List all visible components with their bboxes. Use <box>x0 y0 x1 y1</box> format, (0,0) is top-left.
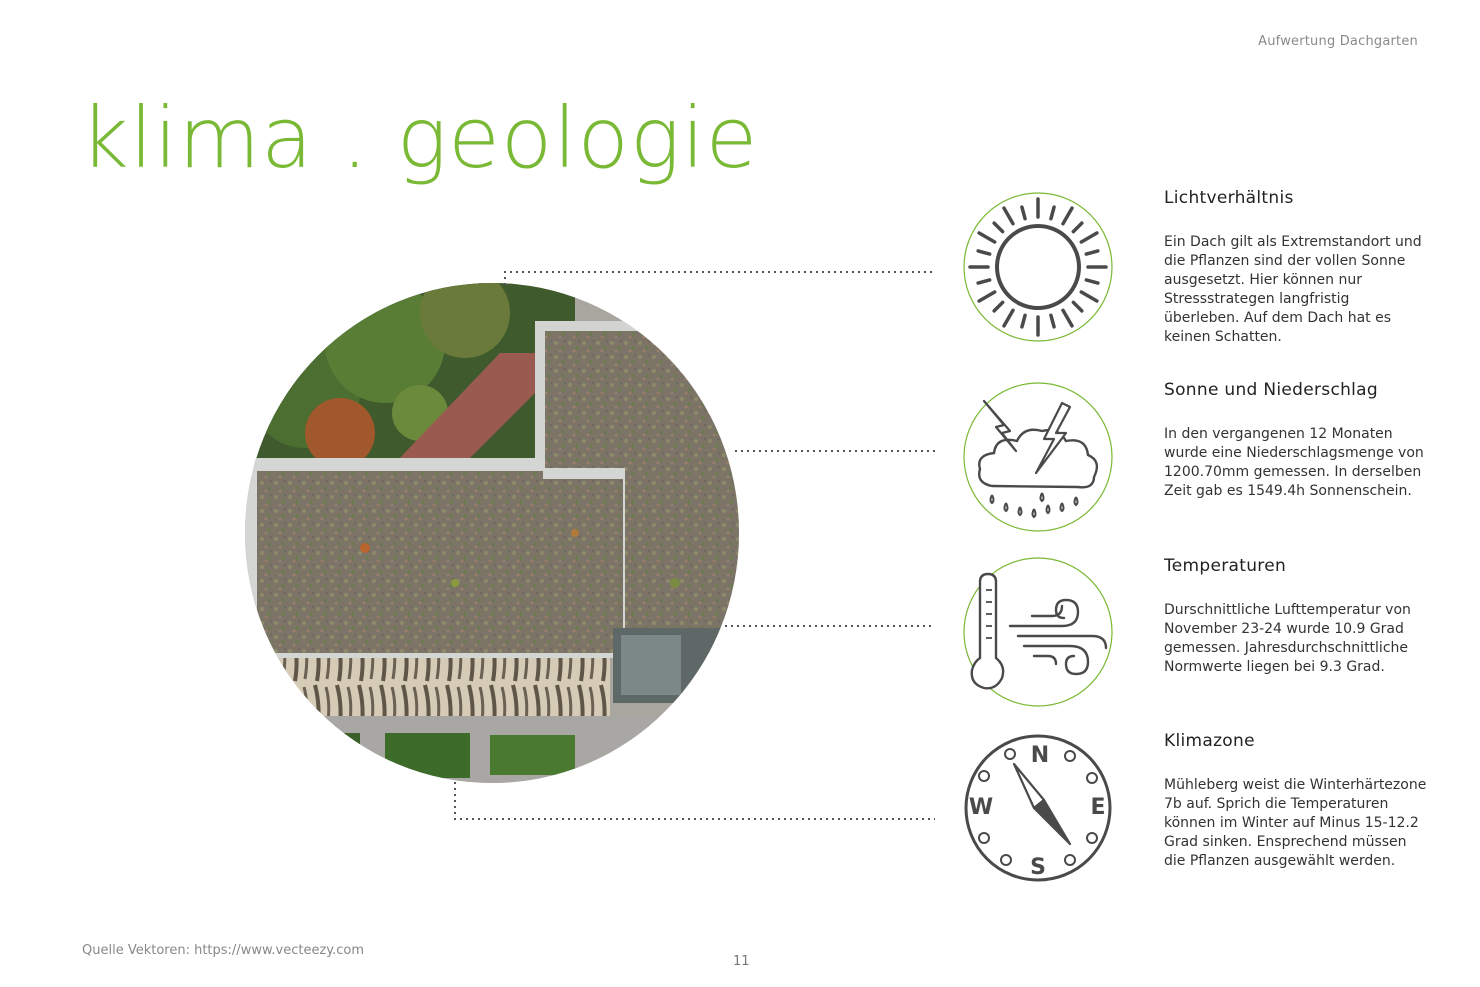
section-title-sonne-niederschlag: Sonne und Niederschlag <box>1164 380 1378 400</box>
compass-east-label: E <box>1090 795 1106 820</box>
compass-north-label: N <box>1030 743 1050 768</box>
section-title-lichtverhaeltnis: Lichtverhältnis <box>1164 188 1294 208</box>
section-title-temperaturen: Temperaturen <box>1164 556 1287 576</box>
compass-west-label: W <box>968 795 994 820</box>
page-number: 11 <box>733 954 750 969</box>
section-body-klimazone: Mühleberg weist die Winterhärtezone 7b auf. Sprich die Temperaturen können im Winter auf Minus 15-12.2 Grad sinken. Ensprechend müssen die Pflanzen ausgewählt werden. <box>1164 777 1427 869</box>
thermometer-wind-icon <box>962 556 1114 708</box>
sun-icon <box>962 191 1114 343</box>
storm-cloud-icon <box>962 381 1114 533</box>
section-body-lichtverhaeltnis: Ein Dach gilt als Extremstandort und die Pflanzen sind der vollen Sonne ausgesetzt. Hier können nur Stressstrategen langfristig überleben. Auf dem Dach hat es keinen Schatten. <box>1164 234 1422 345</box>
compass-icon <box>962 732 1114 884</box>
section-body-sonne-niederschlag: In den vergangenen 12 Monaten wurde eine Niederschlagsmenge von 1200.70mm gemessen. In derselben Zeit gab es 1549.4h Sonnenschein. <box>1164 426 1424 499</box>
green-roof-aerial-photo <box>245 283 740 783</box>
section-body-temperaturen: Durschnittliche Lufttemperatur von November 23-24 wurde 10.9 Grad gemessen. Jahresdurchschnittliche Normwerte liegen bei 9.3 Grad. <box>1164 602 1411 675</box>
vector-source-credit: Quelle Vektoren: https://www.vecteezy.com <box>82 943 365 958</box>
document-header-title: Aufwertung Dachgarten <box>1258 34 1418 49</box>
section-title-klimazone: Klimazone <box>1164 731 1255 751</box>
page-title: klima . geologie <box>80 89 759 187</box>
compass-south-label: S <box>1030 855 1046 880</box>
